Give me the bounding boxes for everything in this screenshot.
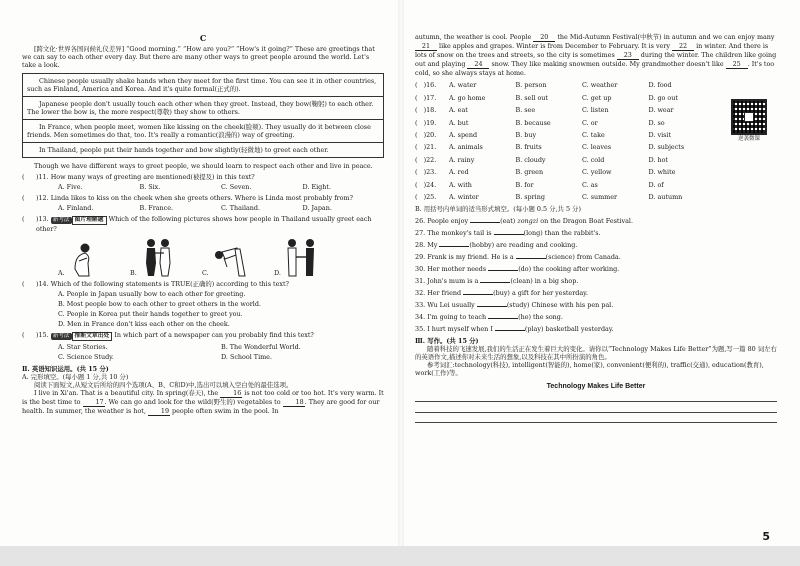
option[interactable]: B. France. [139, 204, 174, 212]
choice-row: ( )19. A. but B. because C. or D. so [415, 119, 715, 127]
option[interactable]: D. food [648, 81, 672, 90]
part-title: Ⅲ. 写作。(共 15 分) [415, 336, 479, 345]
answer-blank[interactable] [463, 294, 493, 295]
writing-line[interactable] [415, 392, 777, 403]
option[interactable]: B. because [515, 118, 551, 127]
option[interactable]: B. cloudy [515, 155, 546, 164]
answer-blank[interactable] [470, 222, 500, 223]
writing-line[interactable] [415, 413, 777, 424]
picture-option-a[interactable]: A. [58, 239, 130, 277]
option[interactable]: D. go out [648, 93, 678, 102]
choice-row: ( )22. A. rainy B. cloudy C. cold D. hot [415, 156, 715, 164]
question-13: ( )13. 新考法 图片理解题 Which of the following pictures shows how people in Thailand usually greet each other? [22, 215, 372, 234]
answer-blank[interactable] [494, 234, 524, 235]
option[interactable]: D. School Time. [221, 353, 272, 362]
choice-row: ( )18. A. eat B. see C. listen D. wear [415, 106, 715, 114]
fill-item: 28. My (hobby) are reading and cooking. [415, 240, 578, 249]
picture-option-c[interactable]: C. [202, 241, 274, 277]
option[interactable]: C. or [582, 118, 598, 127]
option[interactable]: D. of [648, 180, 664, 189]
question-type-tag: 推断文章出处 [72, 332, 113, 341]
option[interactable]: C. leaves [582, 143, 612, 152]
answer-blank[interactable] [488, 270, 518, 271]
answer-blank[interactable] [439, 246, 469, 247]
fill-item: 32. Her friend (buy) a gift for her yesterday. [415, 288, 588, 297]
q12-options [58, 204, 384, 212]
option[interactable]: D. Japan. [302, 204, 332, 212]
box-paragraph: In France, when people meet, women like kissing on the cheek(脸颊). They usually do it between close friends. Men sometimes do that, too. It's really a romantic(浪漫的) way of greeting. [23, 120, 383, 143]
fill-item: 30. Her mother needs (do) the cooking after working. [415, 264, 620, 273]
choice-row: ( )23. A. red B. green C. yellow D. white [415, 168, 715, 176]
passage-outro: Though we have different ways to greet people, we should learn to respect each other and live in peace. [34, 162, 373, 170]
page-fold [398, 0, 404, 566]
writing-prompt: 随着科技的飞速发展,我们的生活正在发生着巨大的变化。请你以“Technology Makes Life Better”为题,写一篇 80 词左右的英语作文,描述你对未来生活的想象,以及科技在其中所扮演的角色。 [415, 344, 777, 361]
question-15: ( )15. 新考法 推断文章出处 In which part of a newspaper can you probably find this text? [22, 331, 384, 341]
answer-blank[interactable] [488, 318, 518, 319]
option[interactable]: A. but [449, 118, 469, 127]
fill-item: 29. Frank is my friend. He is a (science) from Canada. [415, 252, 621, 261]
picture-option-b[interactable]: B. [130, 237, 202, 277]
answer-blank[interactable] [495, 330, 525, 331]
fill-item: 34. I'm going to teach (he) the song. [415, 312, 563, 321]
answer-blank[interactable] [480, 282, 510, 283]
page-number: 5 [762, 530, 770, 544]
choice-row: ( )21. A. animals B. fruits C. leaves D. subjects [415, 143, 715, 151]
new-method-tag: 新考法 [52, 217, 70, 223]
option[interactable]: A. water [449, 81, 477, 90]
option[interactable]: C. weather [582, 81, 618, 90]
cloze-blank[interactable]: 21 [415, 42, 437, 51]
scan-edge [0, 546, 800, 566]
qr-label: 逆袭微课 [737, 136, 760, 142]
option[interactable]: D. Men in France don't kiss each other on the cheek. [58, 320, 230, 329]
option[interactable]: D. subjects [648, 143, 685, 152]
sub-title: B. 用括号内单词的适当形式填空。(每小题 0.5 分,共 5 分) [415, 204, 581, 213]
option[interactable]: D. autumn [648, 192, 683, 201]
option[interactable]: A. winter [449, 192, 479, 201]
question-11: ( )11. How many ways of greeting are mentioned(被提及) in this text? [22, 173, 255, 181]
fill-item: 35. I hurt myself when I (play) basketball yesterday. [415, 324, 614, 333]
option[interactable]: D. visit [648, 130, 672, 139]
cloze-paragraph-2: autumn, the weather is cool. People 20 the Mid-Autumn Festival(中秋节) in autumn and we can enjoy many 21 like apples and grapes. Winter is from December to February. It is very 22 in winter. And there is lots of snow on the trees and streets, so the city is sometimes 23 during the winter. The children like going out and playing 24 snow. They like making snowmen outside. My grandmother doesn't like 25 . It's too cold, so she always stays at home. [415, 33, 777, 77]
option[interactable]: B. sell out [515, 93, 548, 102]
cloze-blank[interactable]: 18 [283, 398, 305, 407]
choice-row: ( )20. A. spend B. buy C. take D. visit [415, 131, 715, 139]
bowing-person-icon [65, 239, 99, 277]
box-paragraph: Chinese people usually shake hands when they meet for the first time. You can see it in other countries, such as Finland, America and Korea. And it's quite formal(正式的). [23, 74, 383, 97]
option[interactable]: A. red [449, 168, 469, 177]
fill-item: 33. Wu Lei usually (study) Chinese with his pen pal. [415, 300, 614, 309]
option[interactable]: B. fruits [515, 143, 542, 152]
option[interactable]: D. Eight. [302, 183, 331, 191]
cloze-blank[interactable]: 17 [83, 398, 105, 407]
cloze-paragraph-1: I live in Xi'an. That is a beautiful city. In spring(春天), the 16 is not too cold or too hot. It's very warm. It is the best time to 17. We can go and look for the wild(野生的) vegetables to 18. They are good for our health. In summer, the weather is hot, 19 people often swim in the pool. In [22, 389, 384, 416]
option[interactable]: D. so [648, 118, 665, 127]
option[interactable]: A. spend [449, 130, 478, 139]
question-12: ( )12. Linda likes to kiss on the cheek when she greets others. Where is Linda most probably from? [22, 194, 353, 202]
choice-row: ( )17. A. go home B. sell out C. get up D. go out [415, 94, 715, 102]
option[interactable]: A. eat [449, 106, 468, 115]
option[interactable]: C. take [582, 130, 605, 139]
option[interactable]: C. Science Study. [58, 353, 114, 362]
fill-item: 27. The monkey's tail is (long) than the rabbit's. [415, 228, 601, 237]
cloze-blank[interactable]: 24 [467, 60, 489, 69]
choice-row: ( )25. A. winter B. spring C. summer D. autumn [415, 193, 715, 201]
question-14: ( )14. Which of the following statements is TRUE(正确的) according to this text? [22, 280, 289, 289]
option[interactable]: B. person [515, 81, 547, 90]
handshake-icon [281, 237, 321, 277]
essay-title: Technology Makes Life Better [546, 382, 646, 390]
new-method-tag: 新考法 [52, 333, 70, 340]
cloze-blank[interactable]: 25 [726, 60, 748, 69]
option[interactable]: D. hot [648, 155, 668, 164]
option[interactable]: A. Five. [58, 183, 83, 191]
box-paragraph: Japanese people don't usually touch each other when they greet. Instead, they bow(鞠躬) to each other. The lower the bow is, the more respect(尊敬) they show to others. [23, 97, 383, 120]
qr-code[interactable] [721, 99, 777, 143]
q15-options [58, 353, 384, 361]
option[interactable]: B. spring [515, 192, 545, 201]
option[interactable]: D. wear [648, 106, 674, 115]
option[interactable]: A. People in Japan usually bow to each other for greeting. [58, 290, 246, 299]
cloze-blank[interactable]: 22 [672, 42, 694, 51]
cloze-blank[interactable]: 20 [533, 33, 555, 42]
sub-title: A. 完形填空。(每小题 1 分,共 10 分) [22, 373, 129, 382]
passage-intro: [跨文化·世界各国问候礼仪差异] “Good morning.” “How are you?” “How's it going?” These are greetings that we can say to each other every day. But there are many other ways to greet people around the world. Let's take a look. [22, 45, 375, 69]
option[interactable]: C. as [582, 180, 598, 189]
option[interactable]: C. People in Korea put their hands together to greet you. [58, 310, 243, 319]
option[interactable]: C. listen [582, 106, 609, 115]
hugging-people-icon [137, 237, 179, 277]
answer-blank[interactable] [477, 306, 507, 307]
choice-row: ( )16. A. water B. person C. weather D. food [415, 81, 715, 89]
option[interactable]: A. rainy [449, 155, 475, 164]
section-title: C [199, 33, 207, 43]
option[interactable]: C. Seven. [221, 183, 252, 191]
option[interactable]: B. see [515, 106, 536, 115]
cloze-blank[interactable]: 16 [220, 389, 242, 398]
option[interactable]: A. with [449, 180, 472, 189]
option[interactable]: A. Finland. [58, 204, 94, 212]
cloze-blank[interactable]: 19 [148, 407, 170, 416]
reference-words: 参考词汇:technology(科技), intelligent(智能的), home(家), convenient(便利的), traffic(交通), education(教育), work(工作)等。 [415, 360, 764, 377]
option[interactable]: C. cold [582, 155, 605, 164]
instruction: 阅读下面短文,从短文后所给的四个选项(A、B、C和D)中,选出可以填入空白处的最佳选项。 [34, 381, 293, 390]
q11-options [58, 183, 384, 191]
cloze-blank[interactable]: 23 [617, 51, 639, 60]
picture-option-d[interactable]: D. [274, 237, 346, 277]
option[interactable]: A. Star Stories. [58, 343, 108, 352]
cloze-choices [415, 81, 715, 201]
right-column [415, 33, 777, 423]
fill-item: 26. People enjoy (eat) zongzi on the Dragon Boat Festival. [415, 216, 633, 225]
q15-options [58, 343, 384, 351]
box-paragraph: In Thailand, people put their hands together and bow slightly(轻微地) to greet each other. [39, 146, 329, 154]
option[interactable]: B. for [515, 180, 534, 189]
option[interactable]: B. Most people bow to each other to greet others in the world. [58, 300, 261, 309]
qr-code-icon [731, 99, 767, 135]
option[interactable]: C. yellow [582, 168, 612, 177]
choice-row: ( )24. A. with B. for C. as D. of [415, 181, 715, 189]
option[interactable]: A. go home [449, 93, 486, 102]
option[interactable]: C. get up [582, 93, 612, 102]
greeting-box [22, 73, 384, 158]
option[interactable]: B. green [515, 168, 544, 177]
option[interactable]: B. buy [515, 130, 537, 139]
question-type-tag: 图片理解题 [72, 216, 107, 225]
writing-line[interactable] [415, 402, 777, 413]
fill-item: 31. John's mum is a (clean) in a big shop. [415, 276, 579, 285]
option[interactable]: C. Thailand. [221, 204, 261, 212]
left-column [22, 0, 384, 416]
answer-blank[interactable] [516, 258, 546, 259]
option[interactable]: A. animals [449, 143, 483, 152]
deep-bow-icon [209, 241, 253, 277]
option[interactable]: D. white [648, 168, 676, 177]
option[interactable]: C. summer [582, 192, 618, 201]
q13-pictures [58, 237, 384, 277]
part-title: Ⅱ. 英语知识运用。(共 15 分) [22, 365, 109, 374]
writing-area[interactable] [415, 392, 777, 424]
option[interactable]: B. The Wonderful World. [221, 343, 301, 352]
option[interactable]: B. Six. [139, 183, 161, 191]
